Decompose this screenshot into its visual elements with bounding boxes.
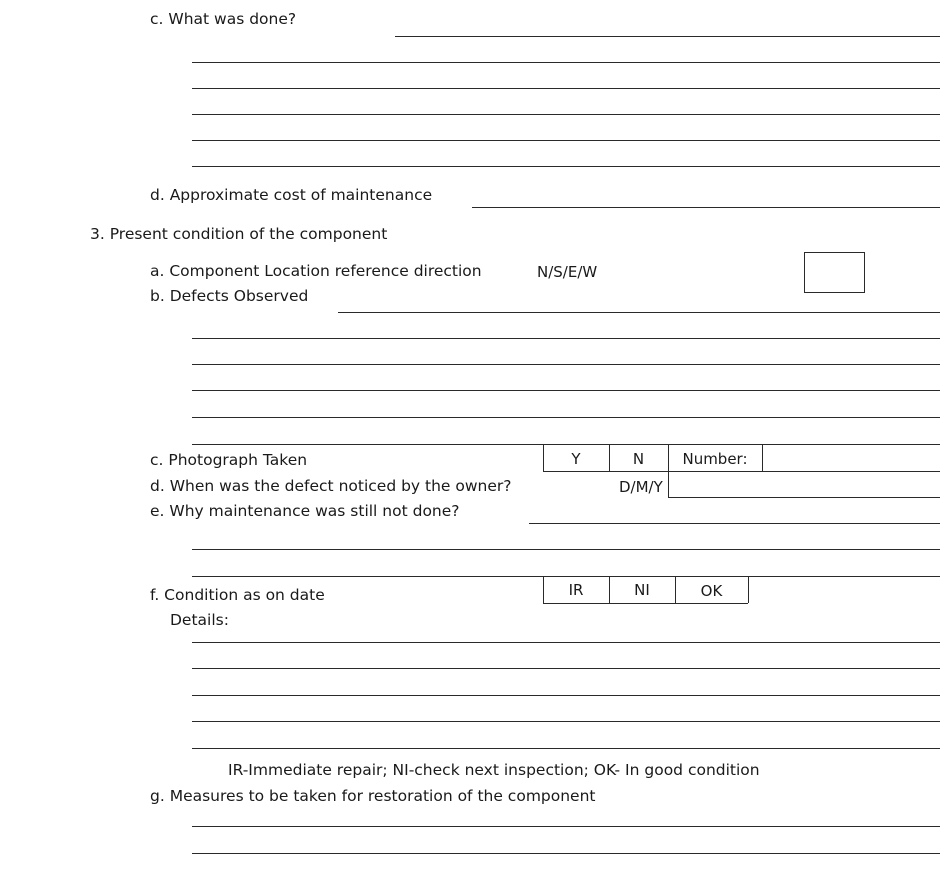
q2d-label: d. Approximate cost of maintenance <box>150 186 433 204</box>
q3c-table-border <box>543 471 940 472</box>
q3f-table-border <box>543 603 748 604</box>
q3e-label: e. Why maintenance was still not done? <box>150 502 460 520</box>
q3b-answer-line[interactable] <box>192 417 940 418</box>
q3c-label: c. Photograph Taken <box>150 451 308 469</box>
q2c-answer-line[interactable] <box>192 166 940 167</box>
q3g-answer-line[interactable] <box>192 853 940 854</box>
q2c-label: c. What was done? <box>150 10 297 28</box>
q3f-details-line[interactable] <box>192 695 940 696</box>
q3e-answer-line[interactable] <box>192 576 940 577</box>
q3b-label: b. Defects Observed <box>150 287 309 305</box>
q3f-details-line[interactable] <box>192 668 940 669</box>
q3f-details-line[interactable] <box>192 721 940 722</box>
q2c-answer-line[interactable] <box>192 114 940 115</box>
q3f-label: f. Condition as on date <box>150 586 325 604</box>
q3c-yes-cell[interactable]: Y <box>571 450 581 468</box>
q3f-details-line[interactable] <box>192 642 940 643</box>
q3a-label: a. Component Location reference direction <box>150 262 482 280</box>
q3b-answer-line[interactable] <box>192 364 940 365</box>
q3e-answer-line[interactable] <box>192 549 940 550</box>
q3f-details-label: Details: <box>170 611 229 629</box>
q3g-answer-line[interactable] <box>192 826 940 827</box>
q3f-details-line[interactable] <box>192 748 940 749</box>
q3c-no-cell[interactable]: N <box>632 450 645 468</box>
q3b-answer-line[interactable] <box>338 312 940 313</box>
q3f-ir-cell[interactable]: IR <box>568 581 584 599</box>
q3f-ni-cell[interactable]: NI <box>634 581 650 599</box>
q2c-answer-line[interactable] <box>192 88 940 89</box>
q3d-label: d. When was the defect noticed by the owner? <box>150 477 512 495</box>
q3f-table-border <box>748 576 749 603</box>
q3b-answer-line[interactable] <box>192 390 940 391</box>
q3b-answer-line[interactable] <box>192 338 940 339</box>
section-3-heading: 3. Present condition of the component <box>90 225 388 243</box>
q3g-label: g. Measures to be taken for restoration of the component <box>150 787 596 805</box>
q2c-answer-line[interactable] <box>395 36 940 37</box>
q3a-direction-options: N/S/E/W <box>537 263 598 281</box>
q3f-ok-cell[interactable]: OK <box>700 582 723 600</box>
q2d-answer-line[interactable] <box>472 207 940 208</box>
q2c-answer-line[interactable] <box>192 140 940 141</box>
q3c-number-label: Number: <box>682 450 748 468</box>
q2c-answer-line[interactable] <box>192 62 940 63</box>
q3a-direction-box[interactable] <box>804 252 865 293</box>
q3e-answer-line[interactable] <box>529 523 940 524</box>
condition-legend: IR-Immediate repair; NI-check next inspection; OK- In good condition <box>228 761 760 779</box>
q3d-date-format: D/M/Y <box>619 478 663 496</box>
q3c-number-field[interactable] <box>763 445 939 470</box>
q3d-date-line[interactable] <box>668 497 940 498</box>
